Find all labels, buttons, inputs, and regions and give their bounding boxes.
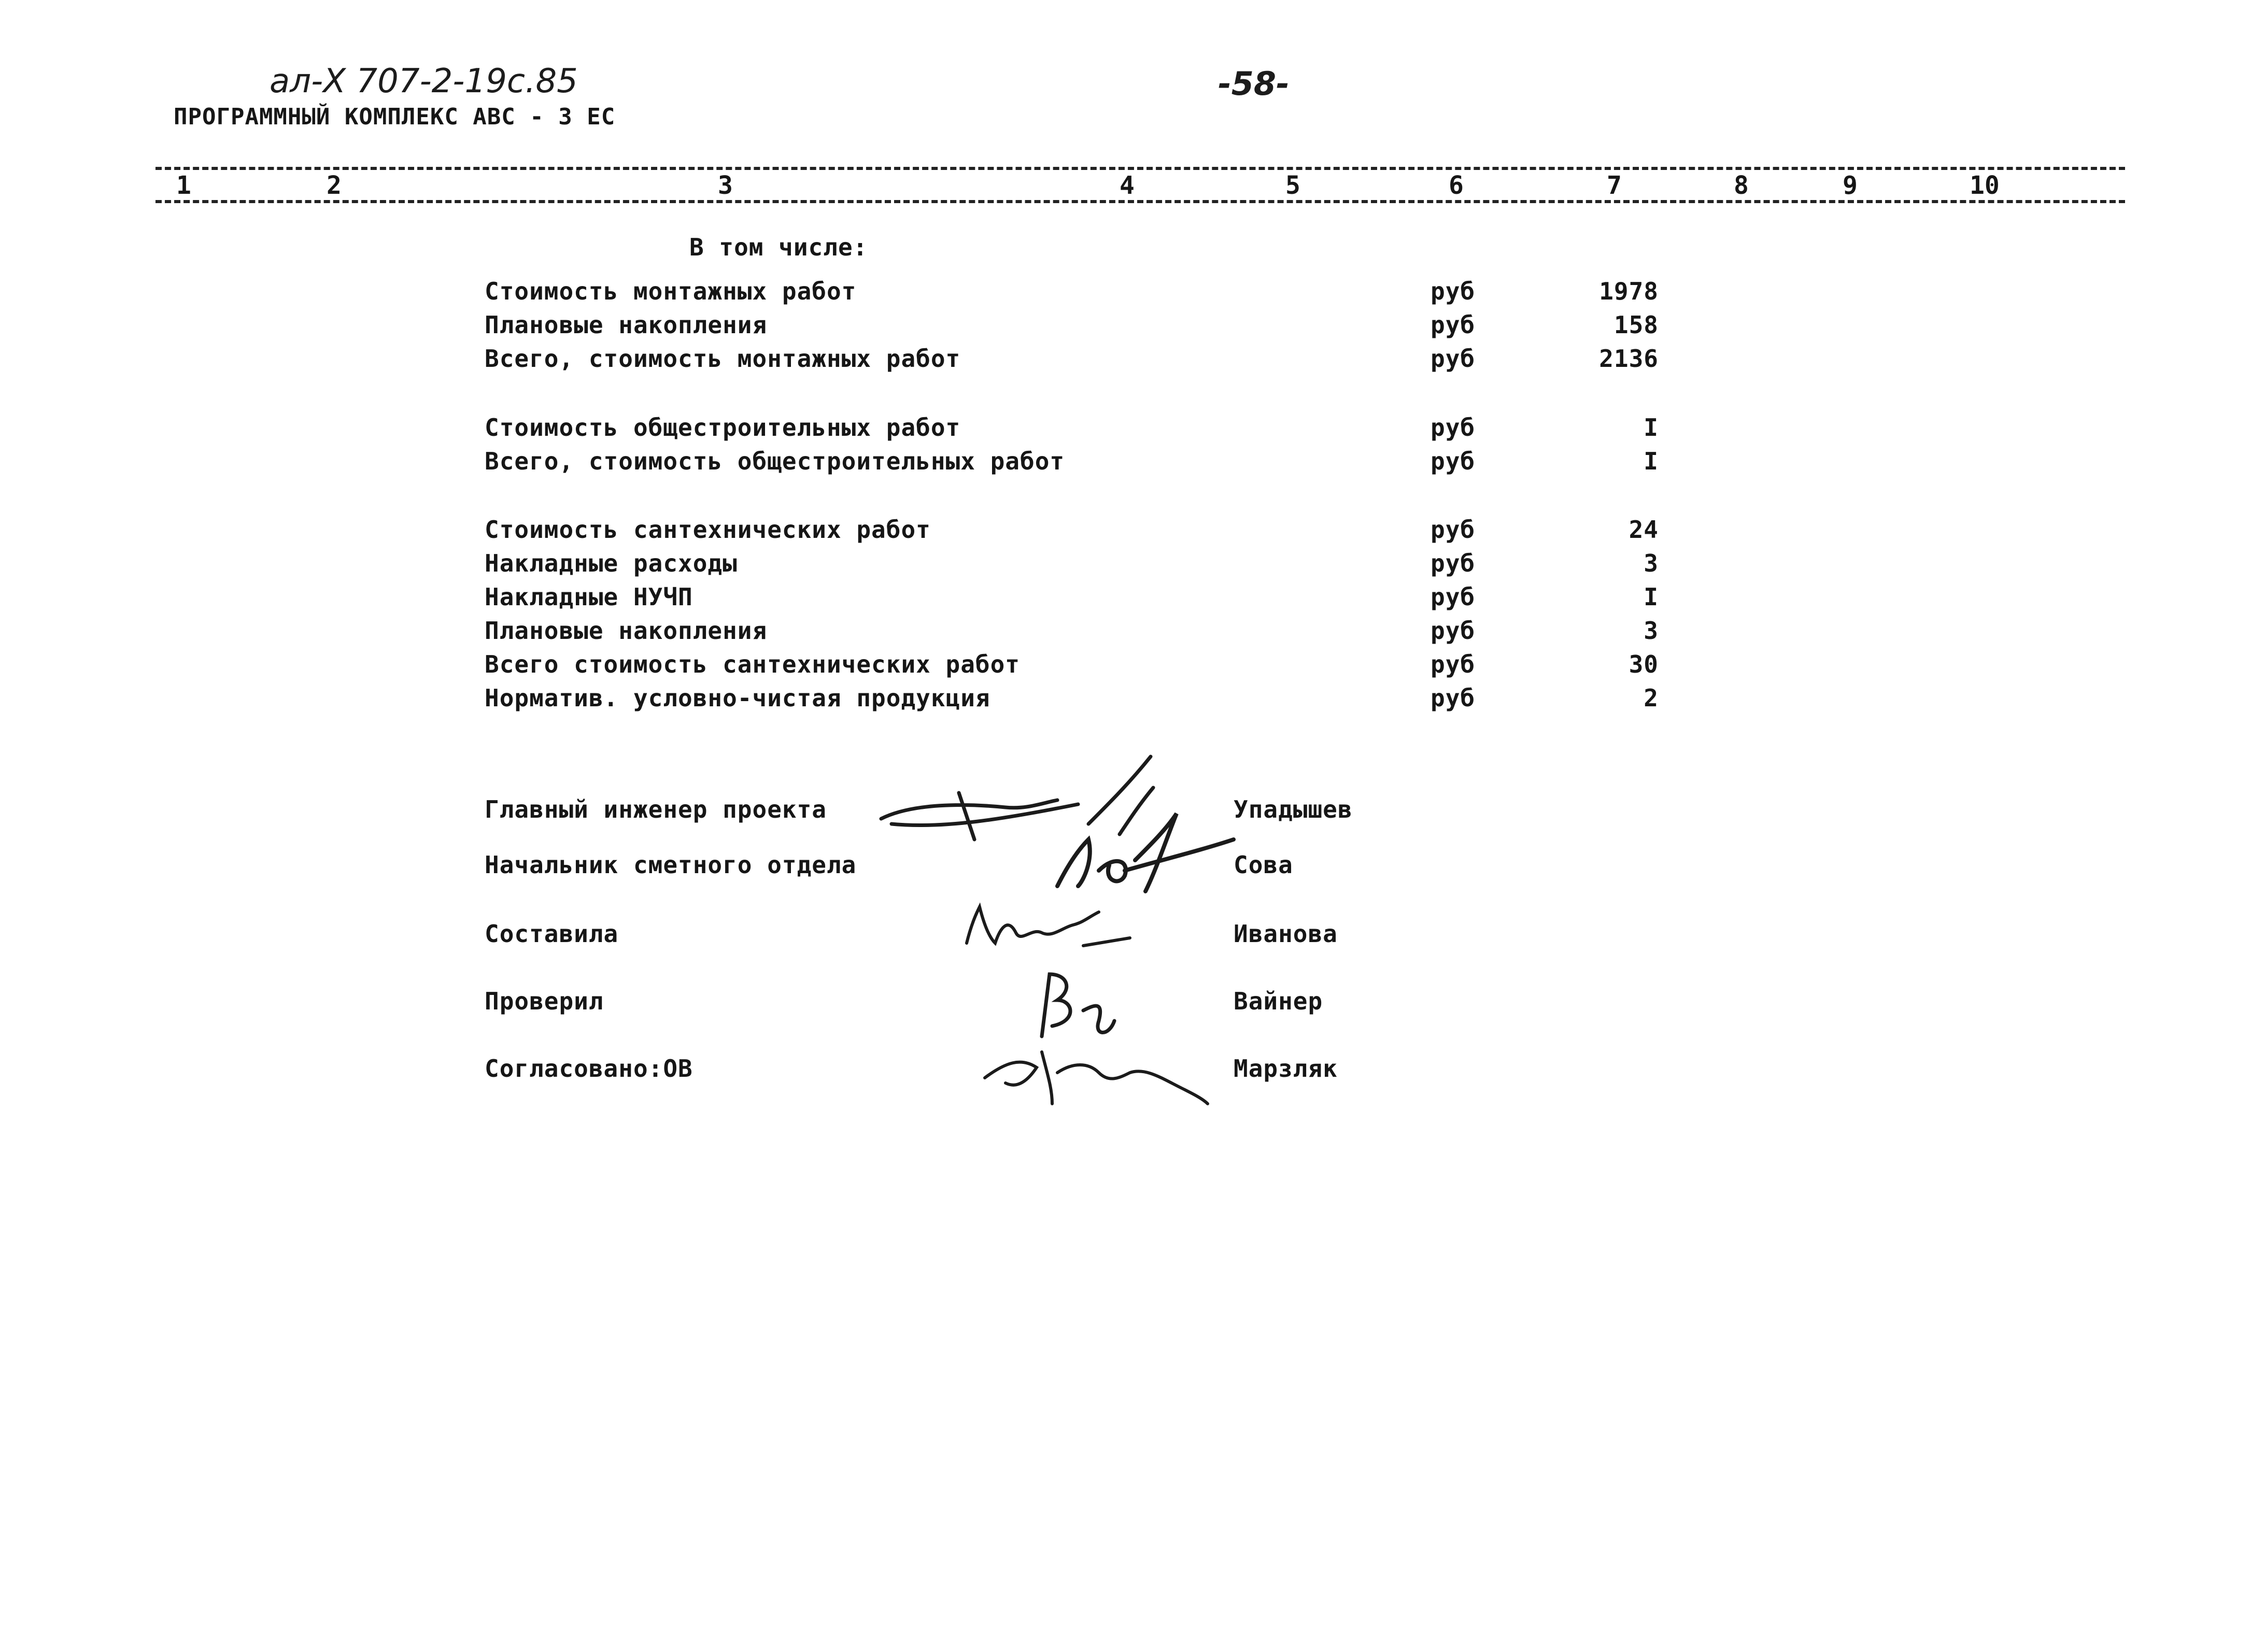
column-number-8: 8 (1734, 171, 1749, 200)
row-unit: руб (1431, 650, 1476, 678)
row-value: 30 (1629, 650, 1659, 678)
signature-role: Главный инженер проекта (485, 795, 827, 823)
row-label: Всего, стоимость общестроительных работ (485, 447, 1065, 475)
signature-name: Упадышев (1234, 795, 1353, 823)
row-unit: руб (1431, 549, 1476, 577)
row-label: Норматив. условно-чистая продукция (485, 684, 990, 712)
row-value: 3 (1644, 617, 1659, 645)
row-value: 3 (1644, 549, 1659, 577)
table-header-rule (155, 200, 2125, 203)
row-label: Стоимость сантехнических работ (485, 516, 931, 544)
signature-name: Иванова (1234, 920, 1338, 948)
row-value: 1978 (1599, 277, 1659, 305)
row-value: 158 (1613, 311, 1659, 339)
row-label: Плановые накопления (485, 617, 768, 645)
column-number-3: 3 (718, 171, 733, 200)
row-label: Накладные НУЧП (485, 583, 693, 611)
row-unit: руб (1431, 617, 1476, 645)
column-number-2: 2 (327, 171, 342, 200)
row-unit: руб (1431, 414, 1476, 442)
row-unit: руб (1431, 311, 1476, 339)
row-label: Всего, стоимость монтажных работ (485, 345, 961, 373)
row-value: I (1644, 583, 1659, 611)
row-label: Плановые накопления (485, 311, 768, 339)
column-number-10: 10 (1970, 171, 2000, 200)
row-value: 2 (1644, 684, 1659, 712)
row-unit: руб (1431, 447, 1476, 475)
signature-role: Начальник сметного отдела (485, 851, 857, 879)
signature-scribble-compiler (959, 896, 1135, 964)
row-value: I (1644, 447, 1659, 475)
row-label: Стоимость монтажных работ (485, 277, 857, 305)
table-top-rule (155, 167, 2125, 170)
signature-scribble-estimates-head (1047, 808, 1244, 902)
row-label: Всего стоимость сантехнических работ (485, 650, 1020, 678)
row-unit: руб (1431, 516, 1476, 544)
row-unit: руб (1431, 345, 1476, 373)
row-unit: руб (1431, 583, 1476, 611)
row-value: 24 (1629, 516, 1659, 544)
column-number-5: 5 (1285, 171, 1300, 200)
signature-role: Согласовано:ОВ (485, 1055, 693, 1083)
column-number-6: 6 (1449, 171, 1464, 200)
row-unit: руб (1431, 277, 1476, 305)
program-title: ПРОГРАММНЫЙ КОМПЛЕКС АВС - 3 ЕС (174, 104, 616, 130)
section-heading: В том числе: (689, 233, 868, 261)
column-number-9: 9 (1843, 171, 1858, 200)
row-value: I (1644, 414, 1659, 442)
signature-scribble-approval (974, 1031, 1213, 1114)
signature-role: Проверил (485, 987, 604, 1015)
row-value: 2136 (1599, 345, 1659, 373)
column-number-4: 4 (1120, 171, 1135, 200)
row-label: Накладные расходы (485, 549, 738, 577)
row-label: Стоимость общестроительных работ (485, 414, 961, 442)
page-number: -58- (1218, 65, 1290, 103)
signature-role: Составила (485, 920, 619, 948)
column-number-1: 1 (176, 171, 191, 200)
signature-name: Марзляк (1234, 1055, 1338, 1083)
handwritten-document-code: ал-Х 707-2-19с.85 (270, 62, 578, 101)
row-unit: руб (1431, 684, 1476, 712)
signature-name: Сова (1234, 851, 1293, 879)
column-number-7: 7 (1607, 171, 1622, 200)
signature-name: Вайнер (1234, 987, 1323, 1015)
